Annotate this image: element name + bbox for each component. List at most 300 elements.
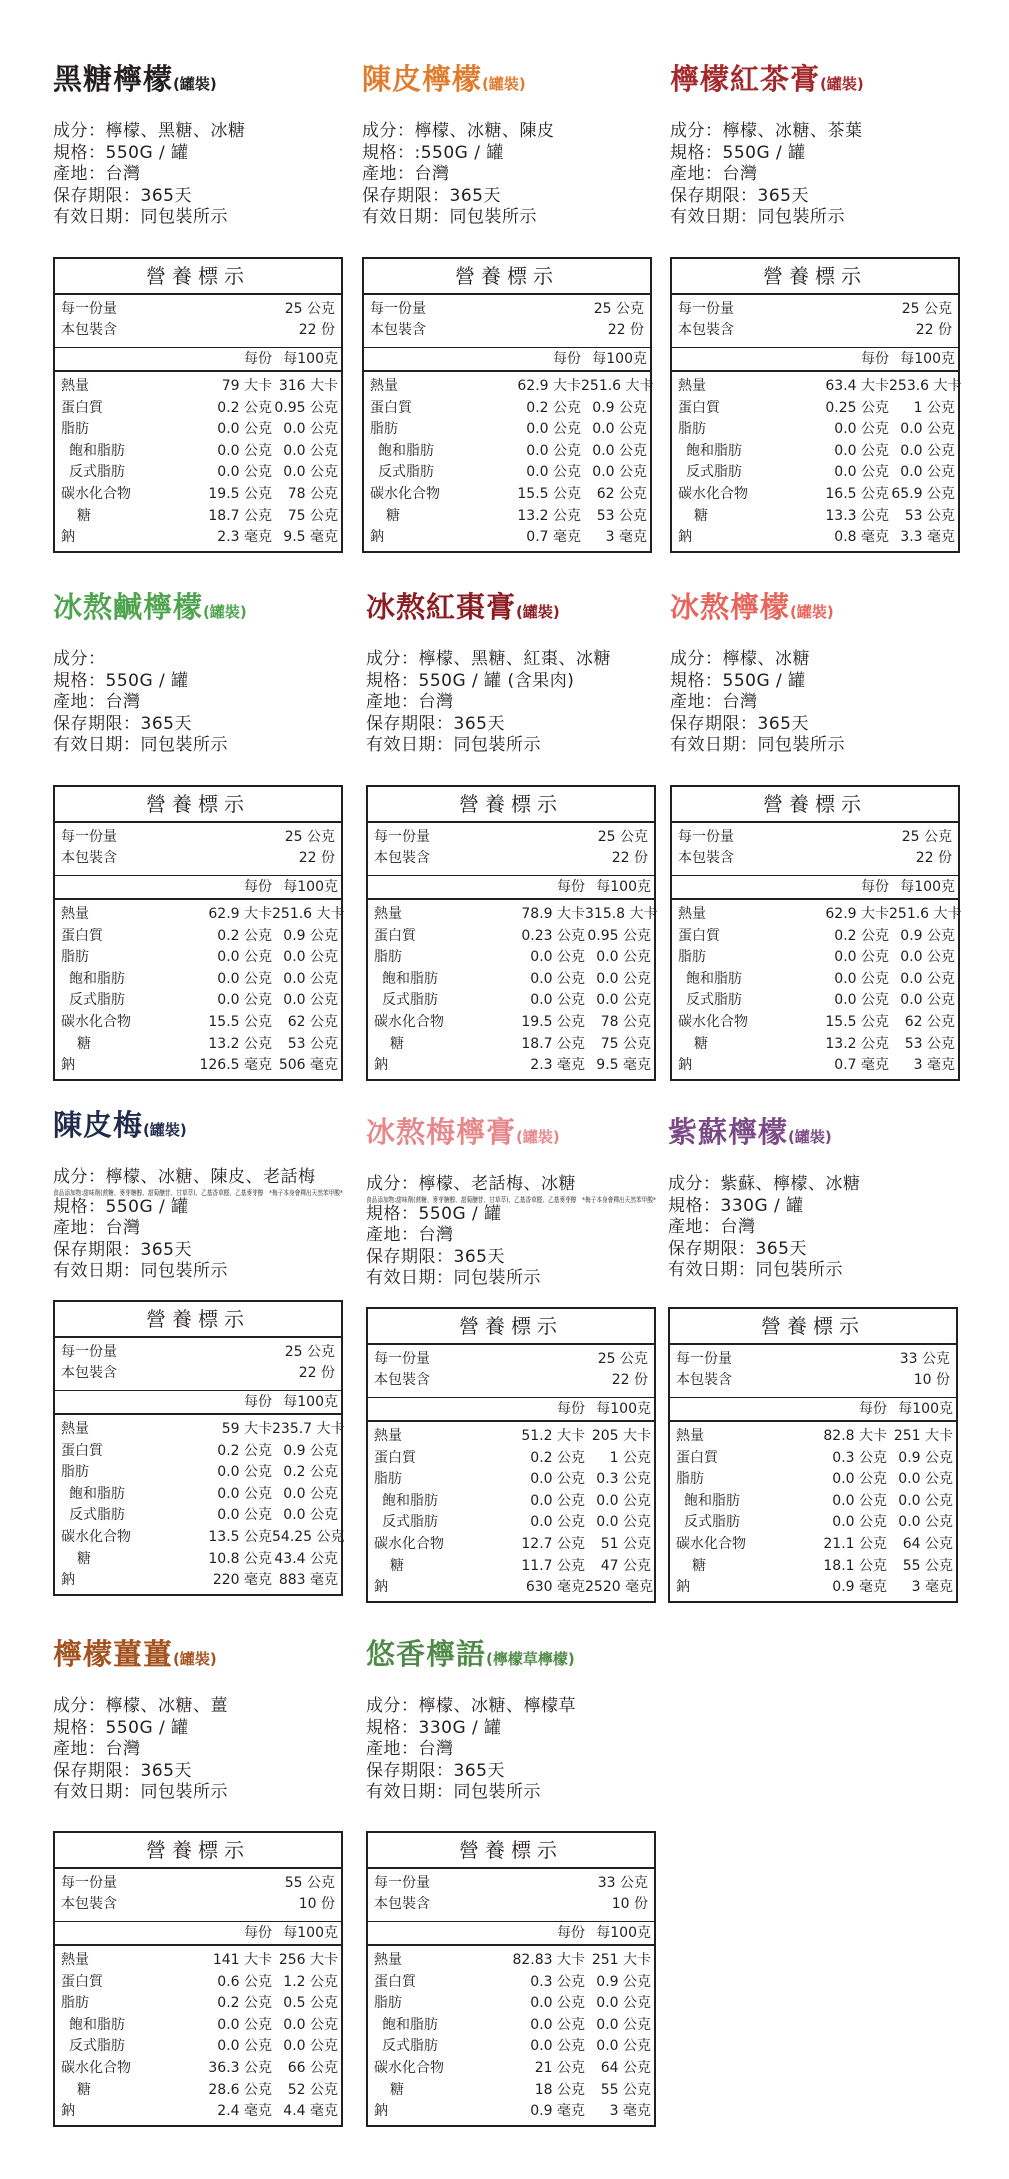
nutrient-row — [370, 527, 647, 549]
origin-value: 台灣 — [105, 1739, 141, 1759]
nutrient-name: 熱量 — [678, 378, 706, 394]
nutrient-row — [374, 2036, 651, 2058]
servings-value: 10 份 — [611, 1896, 648, 1912]
nutrient-name: 脂肪 — [61, 1464, 89, 1481]
origin-line: 產地：台灣 — [366, 692, 454, 712]
expiry-value: 同包裝所示 — [140, 1782, 228, 1802]
shelf-line: 保存期限：365天 — [668, 1238, 807, 1259]
nutrient-name: 糖 — [390, 1557, 404, 1574]
shelf-line: 保存期限：365天 — [366, 1246, 505, 1267]
nutrient-name: 飽和脂肪 — [69, 2016, 125, 2033]
per-100g-value: 4.4 毫克 — [283, 2103, 338, 2120]
per-serving-value: 15.5 公克 — [825, 1013, 889, 1030]
product-block — [670, 62, 970, 546]
nutrient-name: 糖 — [390, 2081, 404, 2098]
nutrient-name: 蛋白質 — [61, 1973, 103, 1990]
nutrient-row — [370, 484, 647, 506]
per-100g-value: 0.95 公克 — [587, 927, 651, 944]
nutrient-row — [374, 947, 651, 969]
per-serving-value: 0.0 公克 — [530, 992, 585, 1009]
composition-value: 檸檬、黑糖、紅棗、冰糖 — [418, 649, 611, 669]
nutrient-row — [61, 926, 338, 948]
nutrient-name: 飽和脂肪 — [69, 970, 125, 987]
panel-title: 營養標示 — [55, 259, 341, 295]
product-info — [53, 1696, 353, 1804]
nutrient-row — [370, 506, 647, 528]
origin-value: 台灣 — [414, 164, 450, 184]
nutrient-row — [374, 904, 658, 926]
nutrient-name: 碳水化合物 — [374, 1535, 444, 1552]
nutrition-panel — [366, 785, 656, 1081]
per-serving-value: 0.9 毫克 — [530, 2103, 585, 2120]
nutrient-name: 飽和脂肪 — [69, 442, 125, 459]
serving-size-value: 25 公克 — [284, 829, 335, 845]
spec-value: 330G / 罐 — [418, 1717, 502, 1738]
per-100g-value: 54.25 公克 — [272, 1528, 345, 1545]
nutrient-row — [370, 441, 647, 463]
nutrient-name: 熱量 — [370, 378, 398, 394]
nutrient-name: 糖 — [77, 1035, 91, 1052]
nutrient-name: 糖 — [692, 1557, 706, 1574]
per-serving-value: 13.3 公克 — [825, 507, 889, 524]
servings-value: 22 份 — [607, 322, 644, 338]
product-block — [668, 1115, 968, 1596]
per-serving-value: 0.0 公克 — [834, 949, 889, 966]
package-type: (罐裝) — [516, 603, 560, 621]
serving-info: 每一份量 55 公克 本包裝含 10 份 — [55, 1869, 341, 1922]
nutrient-name: 碳水化合物 — [374, 2059, 444, 2076]
per-100g-value: 1 公克 — [913, 399, 955, 416]
nutrient-name: 鈉 — [370, 529, 384, 546]
nutrient-name: 飽和脂肪 — [382, 2016, 438, 2033]
per-serving-value: 0.2 公克 — [526, 399, 581, 416]
serving-size-value: 33 公克 — [597, 1875, 648, 1891]
nutrient-row — [61, 441, 338, 463]
per-serving-value: 0.0 公克 — [832, 1492, 887, 1509]
shelf-value: 365天 — [449, 185, 501, 206]
nutrient-row — [678, 947, 955, 969]
nutrition-panel — [53, 1300, 343, 1596]
shelf-value: 365天 — [140, 1239, 192, 1260]
per-serving-value: 10.8 公克 — [208, 1550, 272, 1567]
spec-value: 550G / 罐 (含果肉) — [418, 670, 575, 691]
per-serving-value: 0.0 公克 — [530, 970, 585, 987]
expiry-value: 同包裝所示 — [453, 735, 541, 755]
package-type: (檸檬草檸檬) — [486, 1650, 575, 1668]
per-serving-value: 0.0 公克 — [217, 992, 272, 1009]
per-100g-value: 0.0 公克 — [898, 1514, 953, 1531]
spec-line: 規格：550G / 罐 — [53, 1717, 189, 1738]
servings-value: 10 份 — [913, 1372, 950, 1388]
nutrition-panel — [668, 1307, 958, 1603]
additive-note: 食品添加物:甜味劑(蔗糖、麥芽糖醇、甜菊醣苷、甘草萃)、乙基香草醛、乙基麥芽醇 *梅子本身會釋出天然苯甲酸* — [53, 1188, 343, 1197]
per-100g-value: 75 公克 — [600, 1035, 651, 1052]
nutrient-row — [61, 1484, 338, 1506]
product-title — [668, 1115, 968, 1154]
nutrient-name: 脂肪 — [61, 421, 89, 438]
per-serving-value: 0.0 公克 — [834, 421, 889, 438]
per-100g-value: 0.0 公克 — [898, 1492, 953, 1509]
nutrient-row — [61, 2080, 338, 2102]
per-serving-value: 0.7 毫克 — [834, 1057, 889, 1074]
origin-value: 台灣 — [105, 164, 141, 184]
per-serving-value: 0.9 毫克 — [832, 1579, 887, 1596]
per-100g-value: 205 大卡 — [591, 1428, 651, 1444]
panel-title: 營養標示 — [55, 1302, 341, 1338]
composition-value: 檸檬、老話梅、冰糖 — [418, 1174, 576, 1194]
product-block — [362, 62, 662, 546]
product-info — [670, 649, 970, 757]
nutrient-row — [374, 1950, 651, 1972]
nutrient-row — [678, 969, 955, 991]
nutrient-row — [61, 419, 338, 441]
per-100g-value: 62 公克 — [287, 1013, 338, 1030]
panel-title: 營養標示 — [672, 787, 958, 823]
nutrient-row — [678, 484, 955, 506]
per-100g-value: 51 公克 — [600, 1535, 651, 1552]
product-title — [670, 590, 970, 629]
per-100g-value: 0.0 公克 — [596, 1995, 651, 2012]
product-title — [53, 1637, 353, 1676]
shelf-line: 保存期限：365天 — [53, 713, 192, 734]
nutrient-row — [678, 419, 955, 441]
per-serving-value: 0.2 公克 — [217, 1995, 272, 2012]
per-serving-value: 0.0 公克 — [217, 442, 272, 459]
spec-line: 規格：:550G / 罐 — [362, 142, 504, 163]
column-header: 每份 每100克 — [55, 1922, 341, 1946]
product-info — [362, 121, 662, 229]
nutrient-name: 反式脂肪 — [686, 464, 742, 481]
nutrient-row — [678, 376, 962, 398]
nutrient-name: 脂肪 — [374, 1995, 402, 2012]
nutrient-name: 脂肪 — [374, 949, 402, 966]
per-serving-value: 28.6 公克 — [208, 2081, 272, 2098]
product-title — [53, 62, 353, 101]
per-100g-value: 0.0 公克 — [283, 421, 338, 438]
serving-info: 每一份量 25 公克 本包裝含 22 份 — [55, 295, 341, 348]
per-serving-value: 0.3 公克 — [530, 1973, 585, 1990]
per-serving-value: 0.0 公克 — [526, 464, 581, 481]
per-100g-value: 78 公克 — [600, 1013, 651, 1030]
spec-value: 330G / 罐 — [720, 1195, 804, 1216]
per-100g-value: 0.95 公克 — [274, 399, 338, 416]
spec-line: 規格：550G / 罐 — [53, 142, 189, 163]
nutrient-name: 反式脂肪 — [382, 992, 438, 1009]
per-serving-value: 11.7 公克 — [521, 1557, 585, 1574]
origin-line: 產地：台灣 — [668, 1217, 756, 1237]
servings-value: 22 份 — [611, 850, 648, 866]
shelf-value: 365天 — [453, 1246, 505, 1267]
serving-size-value: 25 公克 — [901, 829, 952, 845]
product-title — [366, 1637, 666, 1676]
spec-line: 規格：550G / 罐 — [670, 670, 806, 691]
shelf-line: 保存期限：365天 — [53, 185, 192, 206]
nutrient-name: 碳水化合物 — [61, 1013, 131, 1030]
nutrient-row — [370, 462, 647, 484]
per-serving-value: 630 毫克 — [525, 1579, 585, 1596]
nutrient-row — [374, 1534, 651, 1556]
spec-line: 規格：330G / 罐 — [366, 1717, 502, 1738]
serving-size-value: 25 公克 — [284, 1344, 335, 1360]
panel-title: 營養標示 — [672, 259, 958, 295]
per-serving-value: 126.5 毫克 — [199, 1057, 272, 1074]
per-100g-value: 65.9 公克 — [891, 485, 955, 502]
nutrient-row — [374, 990, 651, 1012]
per-serving-value: 0.25 公克 — [825, 399, 889, 416]
per-serving-value: 36.3 公克 — [208, 2059, 272, 2076]
per-serving-value: 0.2 公克 — [217, 927, 272, 944]
product-name: 冰熬鹹檸檬 — [53, 590, 204, 624]
nutrient-name: 糖 — [77, 2081, 91, 2098]
product-info — [53, 1167, 353, 1283]
origin-value: 台灣 — [720, 1217, 756, 1237]
nutrient-row — [374, 1469, 651, 1491]
nutrient-row — [678, 527, 955, 549]
nutrient-name: 糖 — [386, 507, 400, 524]
origin-line: 產地：台灣 — [366, 1225, 454, 1245]
nutrient-name: 碳水化合物 — [678, 1013, 748, 1030]
per-100g-value: 0.0 公克 — [596, 970, 651, 987]
nutrient-name: 碳水化合物 — [61, 2059, 131, 2076]
product-name: 黑糖檸檬 — [53, 62, 174, 96]
nutrient-name: 反式脂肪 — [69, 992, 125, 1009]
per-serving-value: 0.0 公克 — [530, 1492, 585, 1509]
per-serving-value: 0.0 公克 — [530, 2038, 585, 2055]
nutrient-table — [672, 900, 962, 1079]
nutrient-name: 蛋白質 — [374, 1449, 416, 1466]
nutrient-row — [678, 1034, 955, 1056]
per-serving-value: 141 大卡 — [212, 1952, 272, 1968]
nutrient-name: 蛋白質 — [61, 399, 103, 416]
nutrient-table — [55, 1415, 345, 1594]
per-serving-value: 0.0 公克 — [530, 949, 585, 966]
nutrient-row — [61, 2058, 338, 2080]
product-info — [366, 649, 666, 757]
nutrient-name: 蛋白質 — [676, 1449, 718, 1466]
shelf-value: 365天 — [453, 713, 505, 734]
per-100g-value: 0.0 公克 — [283, 970, 338, 987]
per-serving-value: 82.83 大卡 — [512, 1952, 585, 1968]
per-serving-value: 13.2 公克 — [517, 507, 581, 524]
per-100g-value: 3 毫克 — [609, 2103, 651, 2120]
nutrition-panel — [362, 257, 652, 553]
nutrient-name: 飽和脂肪 — [686, 970, 742, 987]
shelf-line: 保存期限：365天 — [53, 1760, 192, 1781]
per-100g-value: 9.5 毫克 — [283, 529, 338, 546]
nutrient-row — [61, 1527, 345, 1549]
shelf-line: 保存期限：365天 — [366, 1760, 505, 1781]
panel-title: 營養標示 — [670, 1309, 956, 1345]
nutrient-row — [676, 1512, 953, 1534]
nutrient-row — [678, 904, 962, 926]
nutrition-panel — [53, 1831, 343, 2127]
nutrient-name: 蛋白質 — [678, 399, 720, 416]
nutrient-table — [55, 900, 345, 1079]
product-name: 冰熬紅棗膏 — [366, 590, 517, 624]
per-100g-value: 62 公克 — [904, 1013, 955, 1030]
package-type: (罐裝) — [143, 1121, 187, 1139]
servings-value: 22 份 — [915, 850, 952, 866]
serving-info: 每一份量 33 公克 本包裝含 10 份 — [368, 1869, 654, 1922]
per-100g-value: 2520 毫克 — [585, 1579, 654, 1596]
per-100g-value: 0.9 公克 — [283, 1442, 338, 1459]
additive-note: 食品添加物:甜味劑(蔗糖、麥芽糖醇、甜菊醣苷、甘草萃)、乙基香草醛、乙基麥芽醇 *梅子本身會釋出天然苯甲酸* — [366, 1195, 656, 1204]
per-100g-value: 53 公克 — [596, 507, 647, 524]
serving-info: 每一份量 25 公克 本包裝含 22 份 — [55, 823, 341, 876]
package-type: (罐裝) — [790, 603, 834, 621]
nutrient-row — [61, 2101, 338, 2123]
per-serving-value: 0.0 公克 — [530, 2016, 585, 2033]
nutrient-row — [374, 1972, 651, 1994]
product-title — [366, 590, 666, 629]
column-header: 每份 每100克 — [55, 876, 341, 900]
nutrient-row — [678, 441, 955, 463]
composition-line: 成分：檸檬、冰糖、茶葉 — [670, 121, 863, 141]
nutrient-row — [678, 990, 955, 1012]
product-info — [670, 121, 970, 229]
per-serving-value: 0.0 公克 — [530, 1514, 585, 1531]
shelf-line: 保存期限：365天 — [362, 185, 501, 206]
nutrient-name: 反式脂肪 — [69, 2038, 125, 2055]
package-type: (罐裝) — [173, 75, 217, 93]
nutrient-name: 鈉 — [374, 1057, 388, 1074]
composition-line: 成分：檸檬、冰糖 — [670, 649, 810, 669]
nutrient-name: 熱量 — [374, 1428, 402, 1444]
composition-value: 檸檬、冰糖、檸檬草 — [418, 1696, 576, 1716]
origin-line: 產地：台灣 — [53, 692, 141, 712]
expiry-value: 同包裝所示 — [140, 207, 228, 227]
per-serving-value: 0.0 公克 — [832, 1471, 887, 1488]
spec-value: 550G / 罐 — [105, 1196, 189, 1217]
panel-title: 營養標示 — [364, 259, 650, 295]
per-100g-value: 52 公克 — [287, 2081, 338, 2098]
per-serving-value: 15.5 公克 — [517, 485, 581, 502]
per-serving-value: 59 大卡 — [221, 1421, 272, 1437]
package-type: (罐裝) — [173, 1650, 217, 1668]
product-title — [366, 1115, 666, 1154]
nutrient-row — [374, 1577, 654, 1599]
nutrient-row — [370, 419, 647, 441]
expiry-line: 有效日期：同包裝所示 — [668, 1260, 843, 1280]
per-100g-value: 0.0 公克 — [283, 1485, 338, 1502]
product-title — [670, 62, 970, 101]
per-serving-value: 0.8 毫克 — [834, 529, 889, 546]
nutrient-row — [61, 1055, 338, 1077]
per-serving-value: 19.5 公克 — [521, 1013, 585, 1030]
per-100g-value: 883 毫克 — [278, 1572, 338, 1589]
nutrient-row — [61, 1012, 338, 1034]
per-serving-value: 0.0 公克 — [217, 2038, 272, 2055]
servings-value: 10 份 — [298, 1896, 335, 1912]
origin-value: 台灣 — [722, 164, 758, 184]
nutrient-row — [676, 1577, 953, 1599]
panel-title: 營養標示 — [55, 787, 341, 823]
nutrient-row — [61, 969, 338, 991]
nutrient-row — [61, 462, 338, 484]
nutrient-row — [678, 1055, 955, 1077]
product-block — [53, 590, 353, 1074]
composition-value: 檸檬、冰糖、陳皮 — [414, 121, 555, 141]
composition-value: 紫蘇、檸檬、冰糖 — [720, 1174, 861, 1194]
nutrient-name: 鈉 — [676, 1579, 690, 1596]
per-serving-value: 2.4 毫克 — [217, 2103, 272, 2120]
expiry-line: 有效日期：同包裝所示 — [362, 207, 537, 227]
per-100g-value: 53 公克 — [904, 1035, 955, 1052]
panel-title: 營養標示 — [368, 787, 654, 823]
shelf-line: 保存期限：365天 — [366, 713, 505, 734]
per-serving-value: 63.4 大卡 — [825, 378, 889, 394]
composition-line: 成分：檸檬、冰糖、薑 — [53, 1696, 228, 1716]
product-name: 檸檬薑薑 — [53, 1637, 174, 1671]
spec-value: 550G / 罐 — [105, 1717, 189, 1738]
per-serving-value: 0.0 公克 — [217, 1507, 272, 1524]
per-100g-value: 43.4 公克 — [274, 1550, 338, 1567]
per-serving-value: 220 毫克 — [212, 1572, 272, 1589]
serving-size-value: 33 公克 — [899, 1351, 950, 1367]
nutrient-name: 反式脂肪 — [69, 1507, 125, 1524]
per-serving-value: 13.5 公克 — [208, 1528, 272, 1545]
per-100g-value: 3.3 毫克 — [900, 529, 955, 546]
composition-line: 成分： — [53, 649, 106, 669]
serving-info: 每一份量 25 公克 本包裝含 22 份 — [672, 295, 958, 348]
nutrient-row — [61, 1505, 338, 1527]
product-info — [366, 1696, 666, 1804]
per-serving-value: 0.2 公克 — [530, 1449, 585, 1466]
expiry-line: 有效日期：同包裝所示 — [53, 735, 228, 755]
serving-info: 每一份量 25 公克 本包裝含 22 份 — [364, 295, 650, 348]
per-serving-value: 0.0 公克 — [217, 970, 272, 987]
per-serving-value: 12.7 公克 — [521, 1535, 585, 1552]
nutrient-name: 鈉 — [61, 2103, 75, 2120]
nutrient-row — [374, 1448, 651, 1470]
per-serving-value: 0.2 公克 — [217, 399, 272, 416]
nutrient-name: 碳水化合物 — [678, 485, 748, 502]
per-serving-value: 0.0 公克 — [834, 442, 889, 459]
product-block — [53, 1637, 353, 2120]
spec-value: 550G / 罐 — [722, 670, 806, 691]
product-title — [53, 1108, 353, 1147]
per-100g-value: 3 毫克 — [911, 1579, 953, 1596]
nutrient-name: 脂肪 — [676, 1471, 704, 1488]
nutrient-row — [61, 484, 338, 506]
nutrient-row — [676, 1534, 953, 1556]
product-name: 紫蘇檸檬 — [668, 1115, 789, 1149]
nutrient-row — [374, 1426, 651, 1448]
per-serving-value: 0.0 公克 — [530, 1471, 585, 1488]
per-serving-value: 18.7 公克 — [521, 1035, 585, 1052]
per-100g-value: 0.0 公克 — [283, 992, 338, 1009]
nutrient-name: 熱量 — [374, 1952, 402, 1968]
per-serving-value: 0.0 公克 — [530, 1995, 585, 2012]
nutrient-name: 碳水化合物 — [370, 485, 440, 502]
per-100g-value: 0.0 公克 — [900, 970, 955, 987]
per-100g-value: 47 公克 — [600, 1557, 651, 1574]
spec-line: 規格：550G / 罐 — [53, 670, 189, 691]
per-100g-value: 251 大卡 — [893, 1428, 953, 1444]
column-header: 每份 每100克 — [368, 876, 654, 900]
nutrient-name: 糖 — [694, 507, 708, 524]
per-serving-value: 2.3 毫克 — [530, 1057, 585, 1074]
shelf-line: 保存期限：365天 — [670, 713, 809, 734]
nutrient-table — [364, 372, 654, 551]
nutrition-panel — [670, 785, 960, 1081]
nutrient-name: 反式脂肪 — [382, 2038, 438, 2055]
nutrient-row — [678, 398, 955, 420]
product-block — [53, 62, 353, 546]
serving-info: 每一份量 25 公克 本包裝含 22 份 — [368, 1345, 654, 1398]
composition-value: 檸檬、冰糖、薑 — [105, 1696, 228, 1716]
product-info — [668, 1174, 968, 1282]
